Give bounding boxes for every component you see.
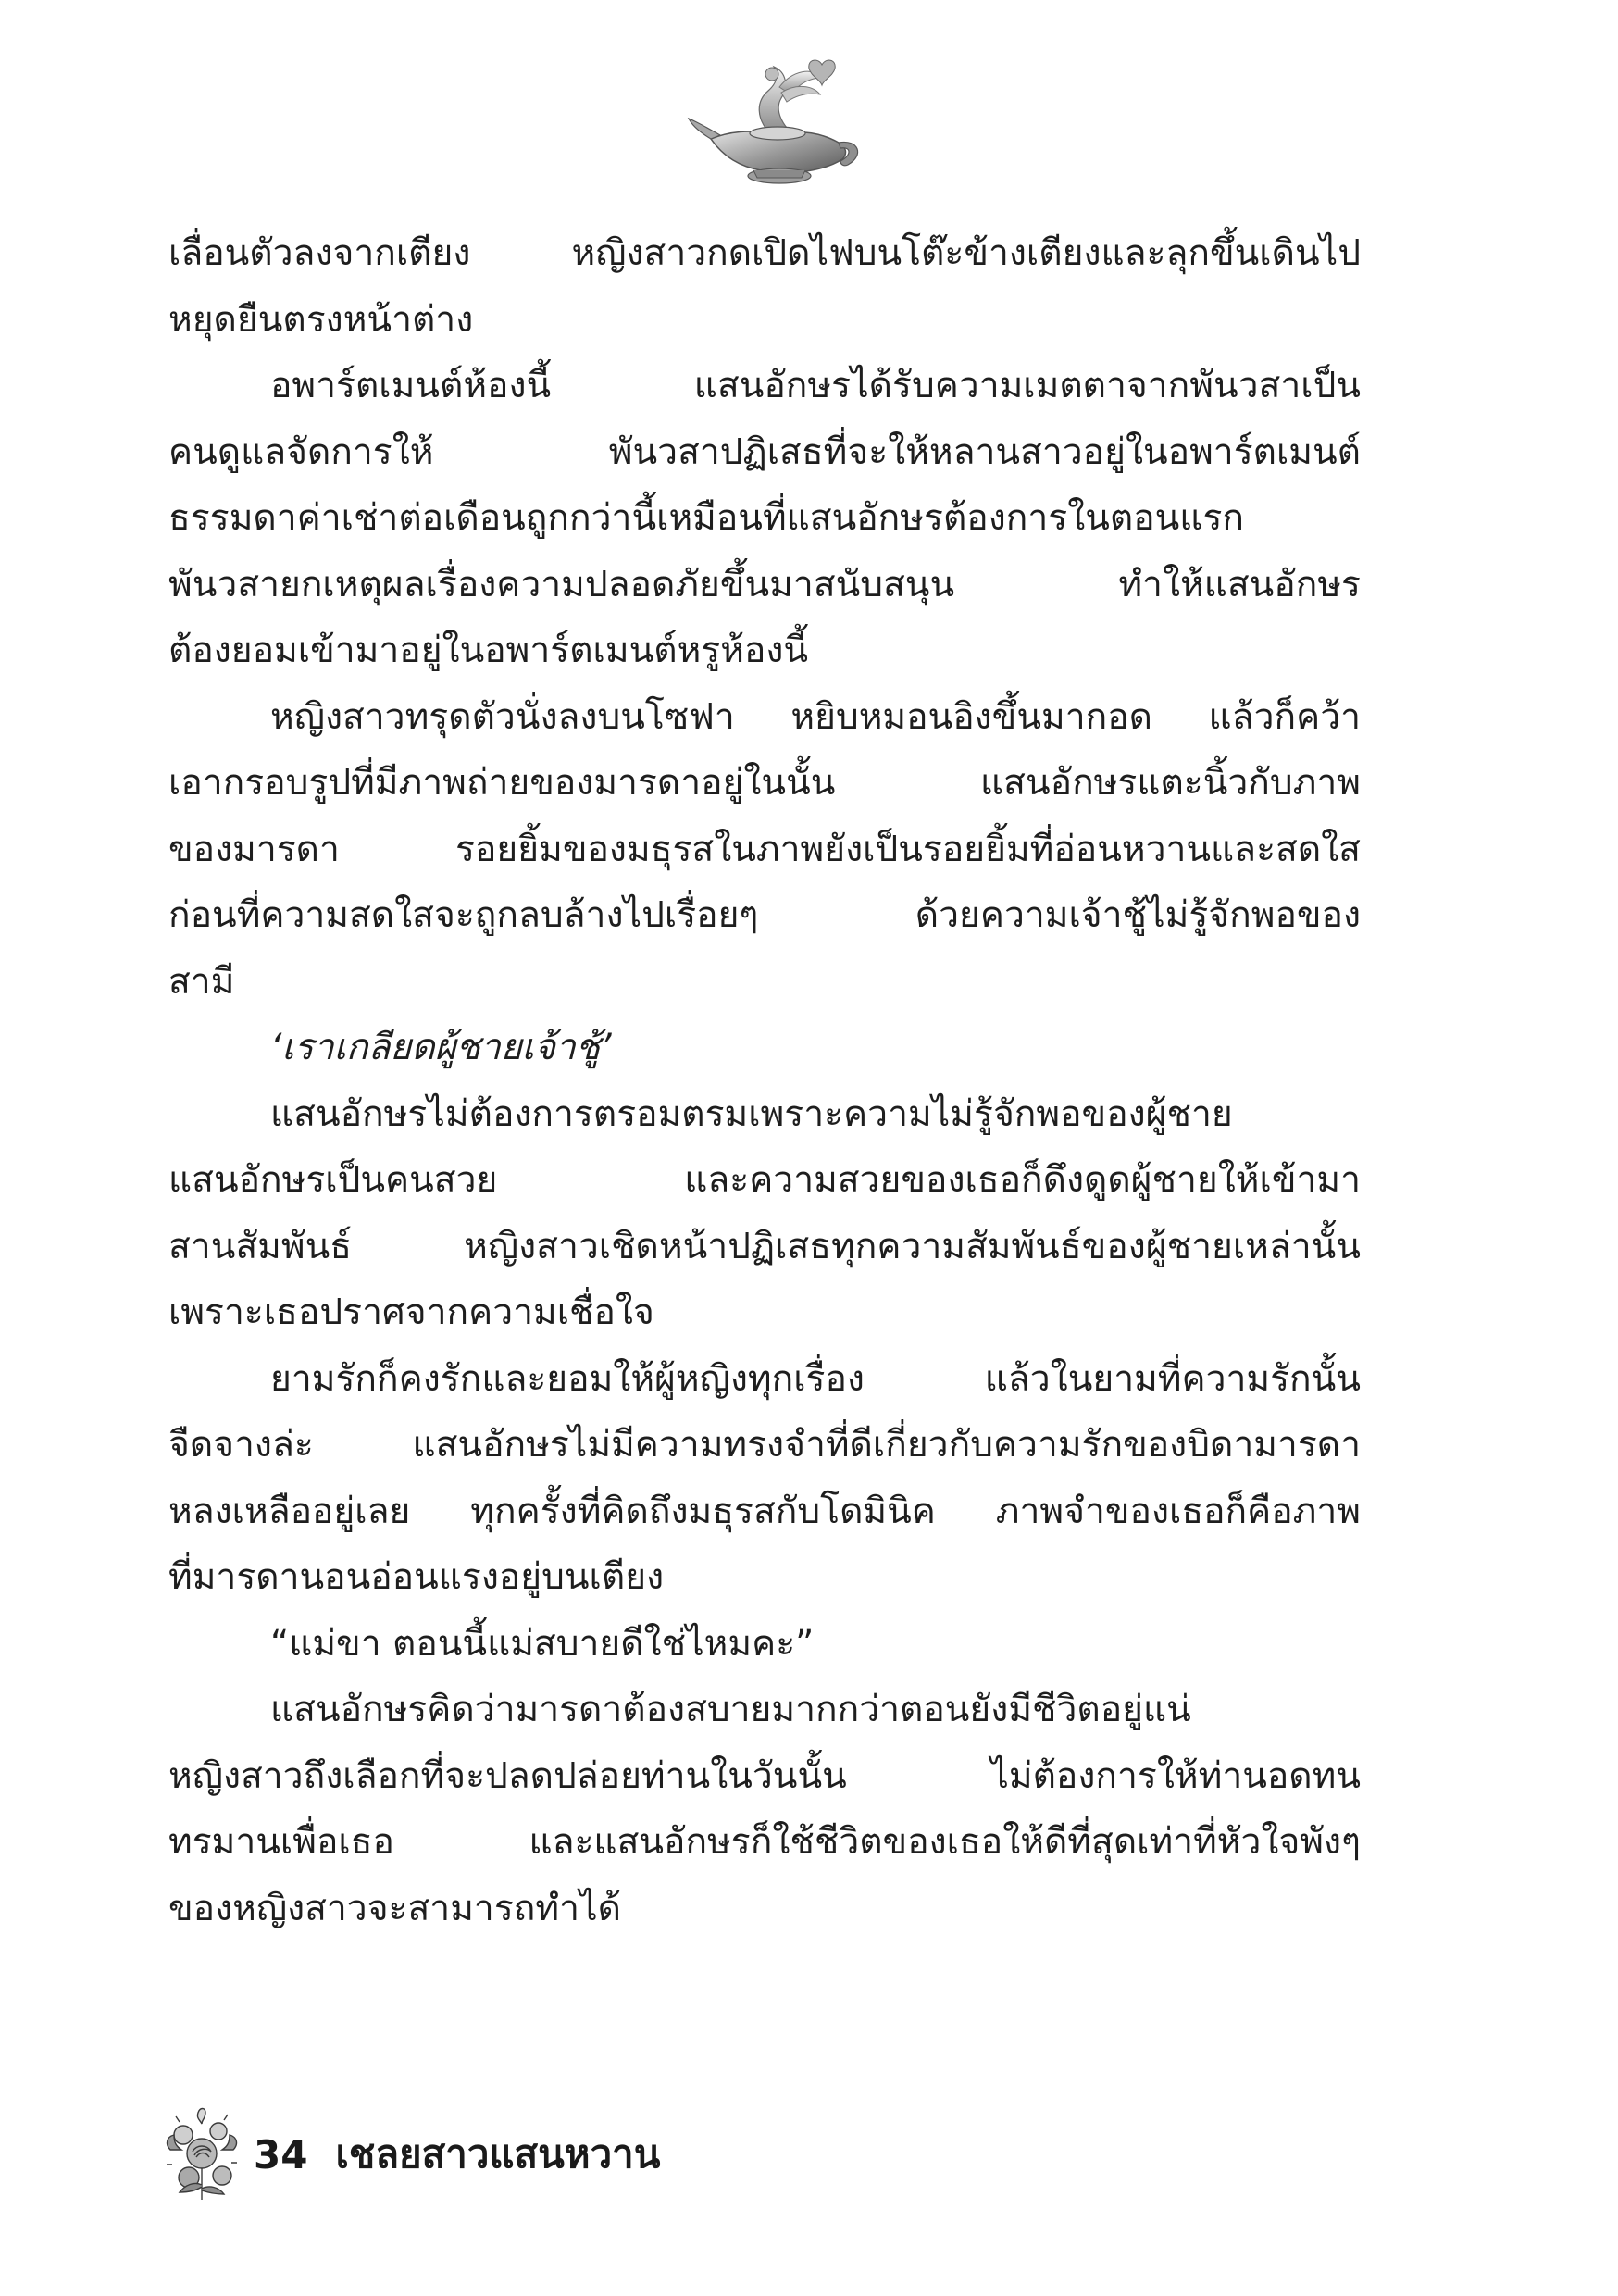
text-line-20: หลงเหลืออยู่เลย ทุกครั้งที่คิดถึงมธุรสกับโดมินิค ภาพจำของเธอก็คือภาพ: [168, 1490, 1361, 1532]
text-line-7: ต้องยอมเข้ามาอยู่ในอพาร์ตเมนต์หรูห้องนี้: [168, 630, 809, 671]
text-line-5: ธรรมดาค่าเช่าต่อเดือนถูกกว่านี้เหมือนที่แสนอักษรต้องการในตอนแรก: [168, 497, 1245, 539]
text-line-9: เอากรอบรูปที่มีภาพถ่ายของมารดาอยู่ในนั้น แสนอักษรแตะนิ้วกับภาพ: [168, 762, 1361, 804]
text-line-14: แสนอักษรไม่ต้องการตรอมตรมเพราะความไม่รู้จักพอของผู้ชาย: [270, 1092, 1233, 1135]
text-line-24: หญิงสาวถึงเลือกที่จะปลดปล่อยท่านในวันนั้น ไม่ต้องการให้ท่านอดทน: [168, 1754, 1361, 1797]
book-title: เชลยสาวแสนหวาน: [335, 2131, 661, 2177]
text-line-21: ที่มารดานอนอ่อนแรงอยู่บนเตียง: [168, 1556, 665, 1598]
text-line-10: ของมารดา รอยยิ้มของมธุรสในภาพยังเป็นรอยยิ้มที่อ่อนหวานและสดใส: [168, 828, 1361, 870]
text-line-12: สามี: [168, 960, 235, 1003]
text-line-6: พันวสายกเหตุผลเรื่องความปลอดภัยขึ้นมาสนับสนุน ทำให้แสนอักษร: [168, 563, 1361, 605]
text-line-26: ของหญิงสาวจะสามารถทำได้: [168, 1887, 621, 1929]
text-line-17: เพราะเธอปราศจากความเชื่อใจ: [168, 1292, 654, 1333]
text-line-1: เลื่อนตัวลงจากเตียง หญิงสาวกดเปิดไฟบนโต๊ะข้างเตียงและลุกขึ้นเดินไป: [168, 232, 1361, 274]
text-line-11: ก่อนที่ความสดใสจะถูกลบล้างไปเรื่อยๆ ด้วยความเจ้าชู้ไม่รู้จักพอของ: [168, 894, 1361, 936]
text-line-15: แสนอักษรเป็นคนสวย และความสวยของเธอก็ดึงดูดผู้ชายให้เข้ามา: [168, 1159, 1361, 1201]
text-line-19: จืดจางล่ะ แสนอักษรไม่มีความทรงจำที่ดีเกี่ยวกับความรักของบิดามารดา: [168, 1424, 1361, 1466]
rose-bouquet-icon: [157, 2103, 246, 2205]
body-text: [168, 220, 1361, 1941]
text-line-3: อพาร์ตเมนต์ห้องนี้ แสนอักษรได้รับความเมตตาจากพันวสาเป็น: [270, 365, 1361, 406]
text-line-22: “แม่ขา ตอนนี้แม่สบายดีใช่ไหมคะ”: [270, 1622, 815, 1665]
text-line-8: หญิงสาวทรุดตัวนั่งลงบนโซฟา หยิบหมอนอิงขึ้นมากอด แล้วก็คว้า: [270, 695, 1361, 738]
page-footer: [157, 2103, 660, 2205]
text-line-13: ‘เราเกลียดผู้ชายเจ้าชู้’: [270, 1027, 612, 1068]
page-number: 34: [254, 2131, 308, 2177]
text-line-2: หยุดยืนตรงหน้าต่าง: [168, 298, 474, 341]
text-line-23: แสนอักษรคิดว่ามารดาต้องสบายมากกว่าตอนยังมีชีวิตอยู่แน่: [270, 1689, 1191, 1730]
text-line-4: คนดูแลจัดการให้ พันวสาปฏิเสธที่จะให้หลานสาวอยู่ในอพาร์ตเมนต์: [168, 430, 1361, 473]
text-line-16: สานสัมพันธ์ หญิงสาวเชิดหน้าปฏิเสธทุกความสัมพันธ์ของผู้ชายเหล่านั้น: [168, 1225, 1361, 1267]
text-line-18: ยามรักก็คงรักและยอมให้ผู้หญิงทุกเรื่อง แล้วในยามที่ความรักนั้น: [270, 1357, 1361, 1400]
genie-lamp-cupid-icon: [683, 54, 868, 193]
text-line-25: ทรมานเพื่อเธอ และแสนอักษรก็ใช้ชีวิตของเธอให้ดีที่สุดเท่าที่หัวใจพังๆ: [168, 1821, 1361, 1863]
